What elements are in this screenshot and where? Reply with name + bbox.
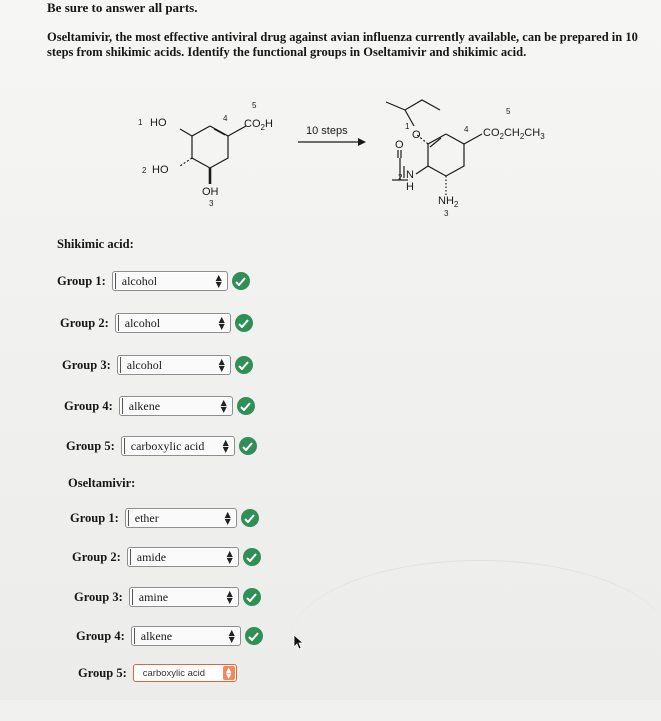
oseltamivir-group-1-select[interactable] xyxy=(125,508,237,528)
chevron-updown-icon: ▲ ▼ xyxy=(222,438,229,454)
shikimic-ho-1: HO xyxy=(150,117,167,129)
oseltamivir-group-4-label: Group 4: xyxy=(76,628,125,643)
shikimic-num-1: 1 xyxy=(138,118,143,127)
oseltamivir-group-1-row xyxy=(70,507,259,529)
oseltamivir-group-2-select[interactable] xyxy=(127,547,239,567)
oseltamivir-group-2-value: amide xyxy=(136,549,167,564)
reaction-scheme-drawing xyxy=(130,96,600,226)
oseltamivir-group-3-label: Group 3: xyxy=(74,589,123,604)
shikimic-ho-2: HO xyxy=(152,164,169,176)
shikimic-group-3-value: alcohol xyxy=(126,357,163,372)
oseltamivir-group-2-row xyxy=(72,546,261,568)
chevron-updown-icon: ▲ ▼ xyxy=(223,666,235,680)
oseltamivir-num-5: 5 xyxy=(506,107,511,116)
oseltamivir-group-1-label: Group 1: xyxy=(70,510,119,525)
shikimic-num-5: 5 xyxy=(252,101,257,110)
check-circle-icon xyxy=(235,356,253,374)
oseltamivir-num-3: 3 xyxy=(444,209,449,218)
shikimic-co2h: $CO_2H$ xyxy=(244,118,273,132)
oseltamivir-nh2: $NH_2$ xyxy=(438,195,459,209)
shikimic-group-2-row xyxy=(60,312,253,334)
shikimic-group-4-select[interactable] xyxy=(119,396,233,416)
shikimic-group-5-label: Group 5: xyxy=(66,438,115,453)
shikimic-group-4-value: alkene xyxy=(128,398,161,413)
shikimic-num-4: 4 xyxy=(223,114,228,123)
screen-glare xyxy=(290,560,661,721)
oseltamivir-group-5-value: carboxylic acid xyxy=(142,667,206,679)
shikimic-group-3-label: Group 3: xyxy=(62,357,111,372)
oseltamivir-group-3-select[interactable] xyxy=(129,587,239,607)
check-circle-icon xyxy=(243,588,261,606)
shikimic-group-3-select[interactable] xyxy=(117,355,231,375)
oseltamivir-h: H xyxy=(406,181,414,193)
chevron-updown-icon: ▲ ▼ xyxy=(224,510,231,526)
chevron-updown-icon: ▲ ▼ xyxy=(228,628,235,644)
oseltamivir-carbonyl-o: O xyxy=(395,139,404,151)
instructions-heading: Be sure to answer all parts. xyxy=(47,0,198,15)
shikimic-group-2-label: Group 2: xyxy=(60,315,109,330)
shikimic-group-5-value: carboxylic acid xyxy=(130,438,205,453)
shikimic-group-4-row xyxy=(64,395,255,417)
check-circle-icon xyxy=(237,397,255,415)
reaction-arrow xyxy=(298,138,366,146)
oseltamivir-group-1-value: ether xyxy=(134,510,159,525)
shikimic-group-2-select[interactable] xyxy=(115,313,231,333)
check-circle-icon xyxy=(241,509,259,527)
shikimic-oh: OH xyxy=(202,186,219,198)
question-text: Oseltamivir, the most effective antiviral drug against avian influenza currently available, can be prepared in 10 steps from shikimic acids. Identify the functional groups in Oseltamivir and shikimic acid. xyxy=(47,30,638,59)
oseltamivir-group-5-label: Group 5: xyxy=(78,665,127,680)
oseltamivir-num-4: 4 xyxy=(464,125,469,134)
shikimic-num-3: 3 xyxy=(209,199,214,208)
shikimic-group-4-label: Group 4: xyxy=(64,398,113,413)
oseltamivir-group-3-row xyxy=(74,586,261,608)
shikimic-group-2-value: alcohol xyxy=(124,315,161,330)
check-circle-icon xyxy=(235,314,253,332)
oseltamivir-group-5-select[interactable] xyxy=(133,664,237,682)
oseltamivir-num-1: 1 xyxy=(405,122,410,131)
mouse-pointer-icon xyxy=(293,634,305,650)
chevron-updown-icon: ▲ ▼ xyxy=(220,398,227,414)
oseltamivir-num-2: 2 xyxy=(398,173,403,182)
chevron-updown-icon: ▲ ▼ xyxy=(218,315,225,331)
reaction-scheme xyxy=(130,96,600,226)
shikimic-group-5-row xyxy=(66,435,257,457)
oseltamivir-group-3-value: amine xyxy=(138,589,169,604)
oseltamivir-group-5-row xyxy=(78,662,237,684)
arrow-label: 10 steps xyxy=(306,125,348,137)
chevron-updown-icon: ▲ ▼ xyxy=(215,273,222,289)
shikimic-num-2: 2 xyxy=(142,166,147,175)
oseltamivir-n: N xyxy=(406,169,414,181)
check-circle-icon xyxy=(245,627,263,645)
chevron-updown-icon: ▲ ▼ xyxy=(218,357,225,373)
oseltamivir-group-4-row xyxy=(76,625,263,647)
check-circle-icon xyxy=(239,437,257,455)
shikimic-acid-structure xyxy=(180,126,246,184)
check-circle-icon xyxy=(243,548,261,566)
check-circle-icon xyxy=(232,272,250,290)
shikimic-group-1-row xyxy=(57,270,250,292)
shikimic-group-1-value: alcohol xyxy=(121,273,158,288)
oseltamivir-ether-o: O xyxy=(412,129,421,141)
shikimic-group-1-label: Group 1: xyxy=(57,273,106,288)
oseltamivir-group-4-value: alkene xyxy=(140,628,173,643)
oseltamivir-group-2-label: Group 2: xyxy=(72,549,121,564)
shikimic-group-3-row xyxy=(62,354,253,376)
shikimic-group-5-select[interactable] xyxy=(121,436,235,456)
shikimic-section-title: Shikimic acid: xyxy=(57,237,134,251)
oseltamivir-section-title: Oseltamivir: xyxy=(68,476,136,490)
shikimic-group-1-select[interactable] xyxy=(112,271,228,291)
oseltamivir-group-4-select[interactable] xyxy=(131,626,241,646)
oseltamivir-ester: $CO_2CH_2CH_3$ xyxy=(483,127,545,141)
chevron-updown-icon: ▲ ▼ xyxy=(226,589,233,605)
chevron-updown-icon: ▲ ▼ xyxy=(226,549,233,565)
